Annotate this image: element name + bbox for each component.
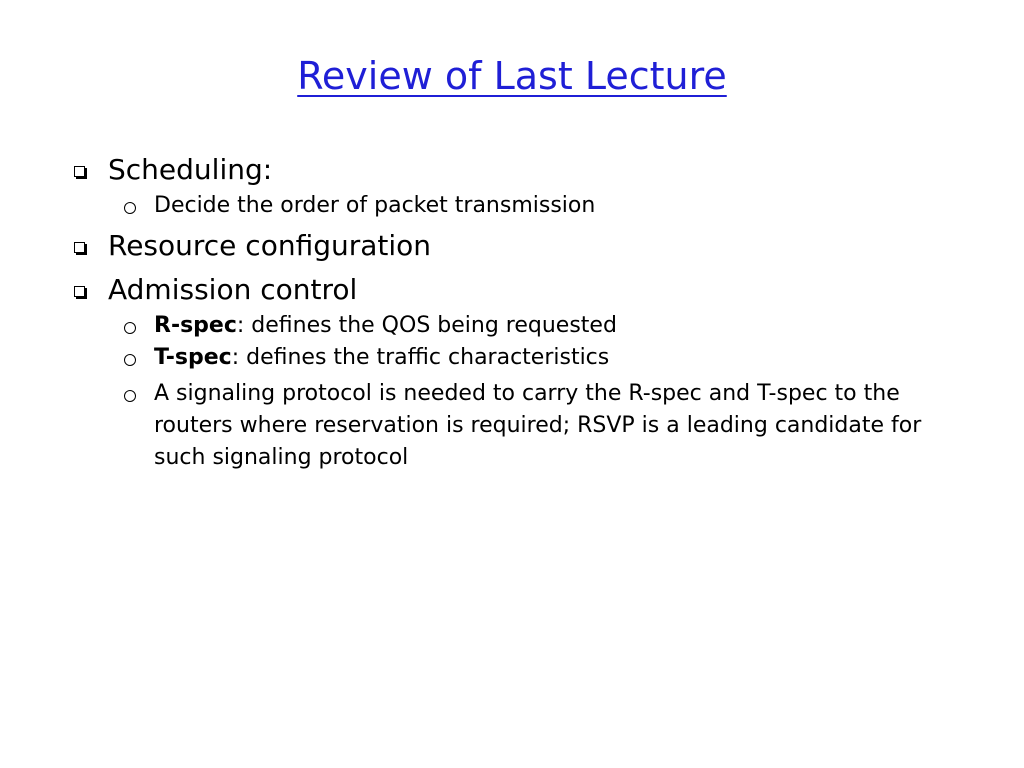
circle-bullet-icon xyxy=(124,322,136,334)
bullet-resource-configuration xyxy=(70,226,950,266)
sub-bullet-r-spec xyxy=(70,310,950,342)
circle-bullet-icon xyxy=(124,354,136,366)
bullet-text: Resource configuration xyxy=(108,229,432,262)
circle-bullet-icon xyxy=(124,202,136,214)
circle-bullet-icon xyxy=(124,390,136,402)
sub-bullet-text: Decide the order of packet transmission xyxy=(154,193,596,218)
sub-bullet-decide-order xyxy=(70,190,950,222)
bullet-list xyxy=(70,150,950,474)
sub-bullet-text: : defines the QOS being requested xyxy=(236,313,617,338)
sub-bullet-signaling-protocol xyxy=(70,378,924,474)
square-bullet-icon xyxy=(74,242,85,253)
bullet-admission-control xyxy=(70,270,950,310)
sub-bullet-text: : defines the traffic characteristics xyxy=(231,345,610,370)
term-r-spec: R-spec xyxy=(154,313,237,338)
square-bullet-icon xyxy=(74,166,85,177)
term-t-spec: T-spec xyxy=(154,345,232,370)
bullet-text: Scheduling: xyxy=(108,153,273,186)
square-bullet-icon xyxy=(74,286,85,297)
sub-bullet-text: A signaling protocol is needed to carry the R-spec and T-spec to the routers where reservation is required; RSVP is a leading candidate for such signaling protocol xyxy=(154,381,922,470)
sub-bullet-t-spec xyxy=(70,342,950,374)
bullet-scheduling xyxy=(70,150,950,190)
slide-title: Review of Last Lecture xyxy=(297,54,727,98)
bullet-text: Admission control xyxy=(108,273,358,306)
